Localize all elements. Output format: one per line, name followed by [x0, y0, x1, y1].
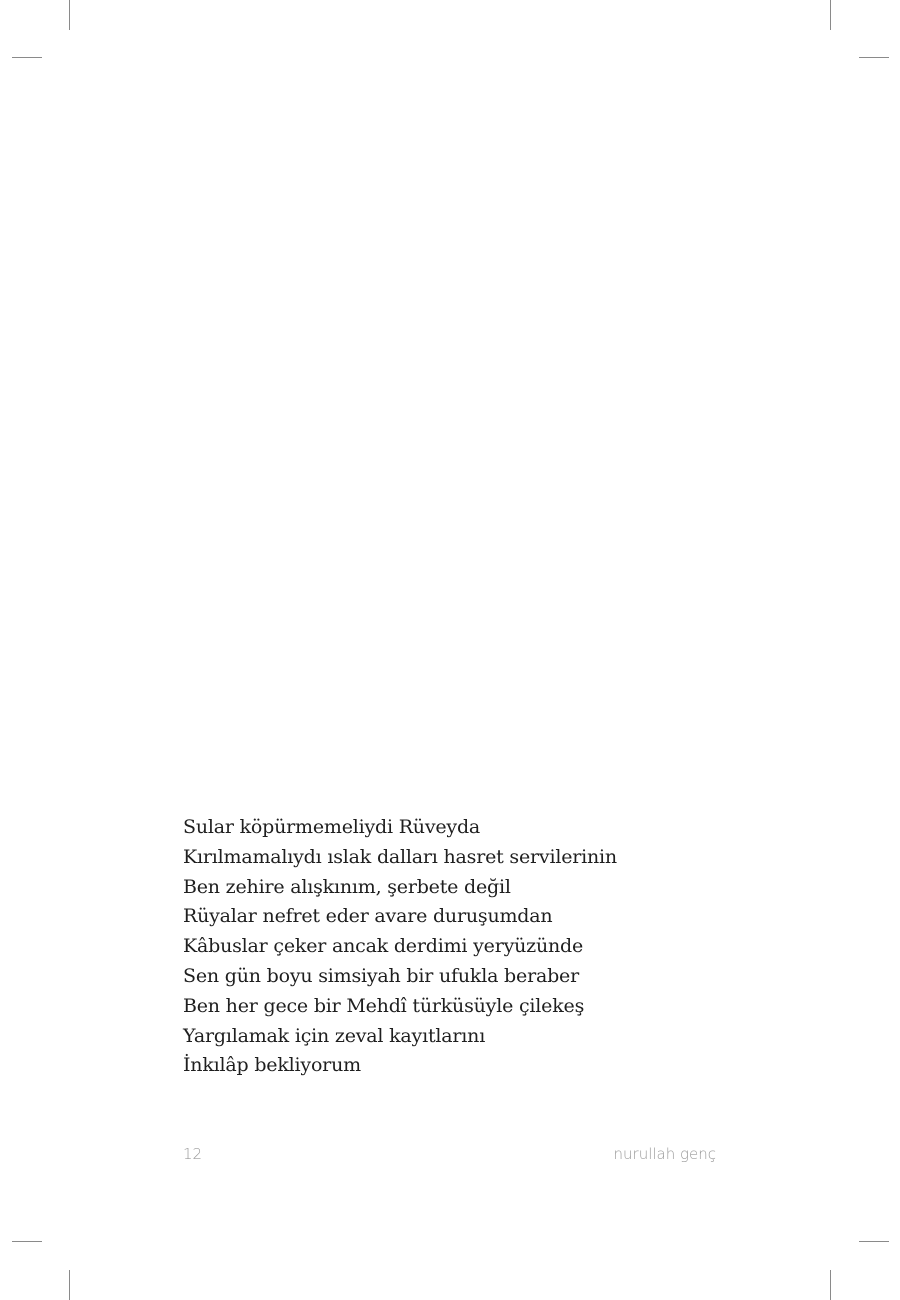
poem-line: İnkılâp bekliyorum: [183, 1054, 361, 1077]
poem-line: Kâbuslar çeker ancak derdimi yeryüzünde: [183, 935, 584, 958]
crop-mark-bottom-right-horizontal: [859, 1241, 889, 1242]
crop-mark-bottom-right-vertical: [830, 1270, 831, 1300]
poem-line: Ben her gece bir Mehdî türküsüyle çilekeş: [183, 994, 585, 1017]
crop-mark-top-left-vertical: [69, 0, 70, 30]
poem-stanza: [183, 813, 617, 1081]
crop-mark-top-left-horizontal: [12, 57, 42, 58]
poem-line: Sular köpürmemeliydi Rüveyda: [183, 816, 481, 838]
crop-mark-top-right-horizontal: [859, 57, 889, 58]
poem-line: Yargılamak için zeval kayıtlarını: [183, 1024, 486, 1047]
poem-line: Sen gün boyu simsiyah bir ufukla beraber: [183, 964, 579, 987]
running-footer-author: nurullah genç: [613, 1145, 716, 1163]
poem-line: Rüyalar nefret eder avare duruşumdan: [183, 905, 553, 928]
poem-line: Kırılmamalıydı ıslak dalları hasret servilerinin: [183, 845, 617, 868]
poem-line: Ben zehire alışkınım, şerbete değil: [183, 875, 511, 898]
page-number: 12: [183, 1145, 203, 1163]
crop-mark-bottom-left-horizontal: [12, 1241, 42, 1242]
crop-mark-bottom-left-vertical: [69, 1270, 70, 1300]
crop-mark-top-right-vertical: [830, 0, 831, 30]
